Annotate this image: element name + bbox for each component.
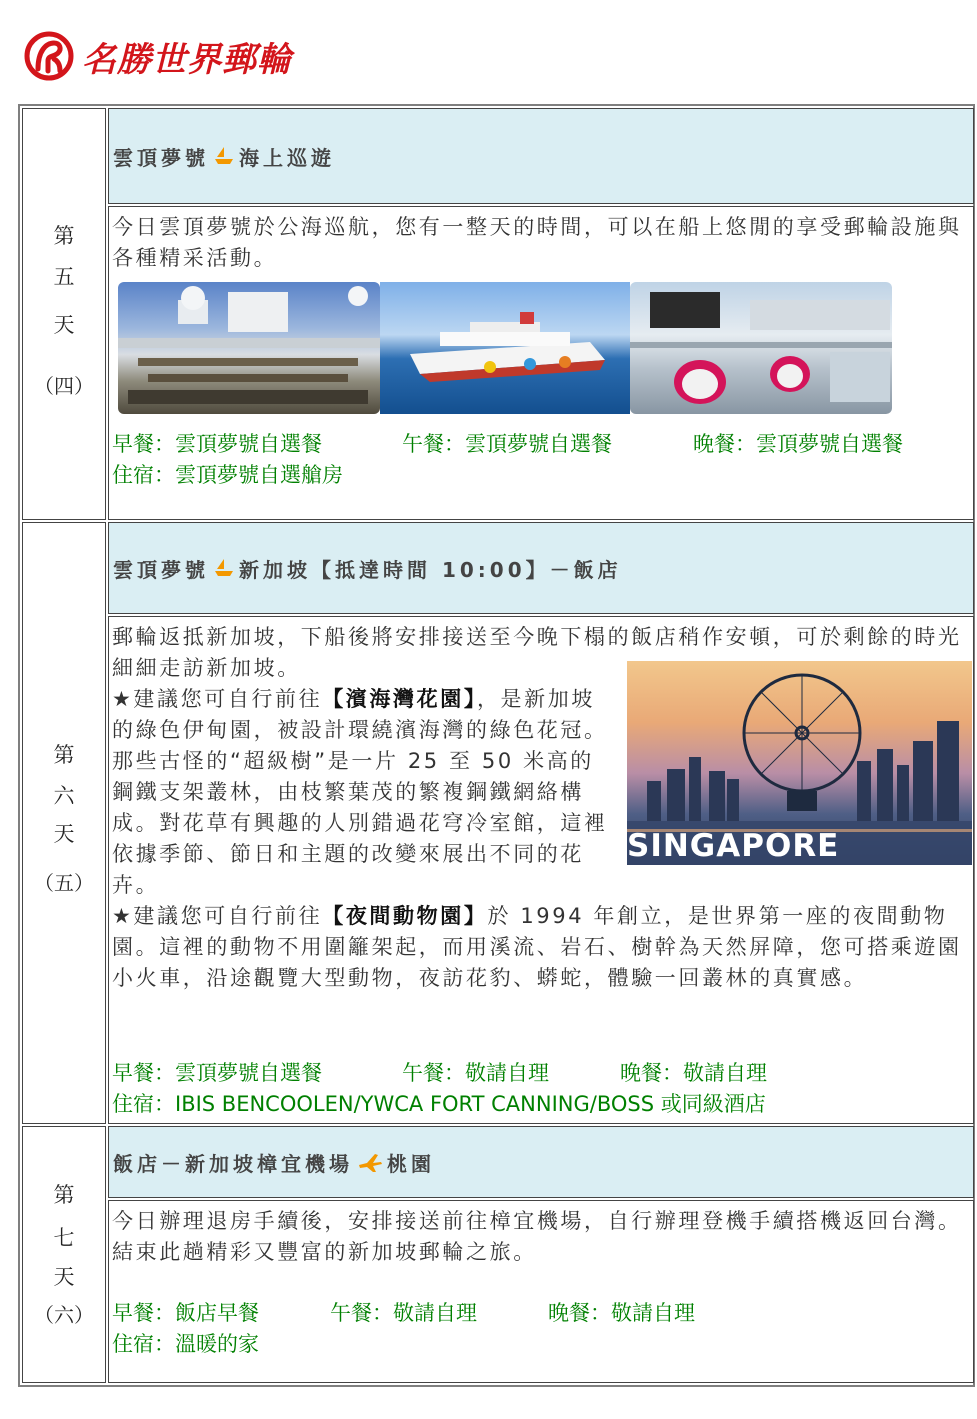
day-title-part1: 雲頂夢號 [113, 145, 209, 170]
day-title-part2: 海上巡遊 [239, 145, 335, 170]
day-label: 天 [53, 313, 75, 337]
recommendation-text: ，是新加坡的綠色伊甸園，被設計環繞濱海灣的綠色花冠。那些古怪的“超級樹”是一片 25 至 50 米高的鋼鐵支架叢林，由枝繁葉茂的繁複鋼鐵網絡構成。對花草有興趣的人別錯過花穹冷室館，這裡依據季節、節日和主題的改變來展出不同的花卉。 [112, 687, 608, 897]
meal-dinner: 晚餐：雲頂夢號自選餐 [693, 432, 903, 456]
singapore-skyline-photo [627, 661, 972, 865]
brand-logo [24, 26, 292, 86]
day-description: 今日雲頂夢號於公海巡航，您有一整天的時間，可以在船上悠閒的享受郵輪設施與各種精采活動。 [112, 215, 962, 270]
cruise-ship-photo [380, 282, 630, 414]
photo-caption: SINGAPORE [627, 828, 840, 864]
pool-deck-photo [630, 282, 892, 414]
meal-breakfast: 早餐：雲頂夢號自選餐 [112, 1061, 322, 1085]
recommendation-text: 於 1994 年創立，是世界第一座的夜間動物園。這裡的動物不用圍籬架起，而用溪流、岩石、樹幹為天然屏障，您可搭乘遊園小火車，沿途觀覽大型動物，夜訪花豹、蟒蛇，體驗一回叢林的真實感。 [112, 904, 962, 990]
day-description: 今日辦理退房手續後，安排接送前往樟宜機場，自行辦理登機手續搭機返回台灣。結束此趟精彩又豐富的新加坡郵輪之旅。 [112, 1209, 962, 1264]
lodging: 住宿：雲頂夢號自選艙房 [112, 463, 343, 487]
ship-icon [213, 145, 235, 167]
day-cell-5 [22, 108, 106, 520]
recommendation-highlight: 【濱海灣花園】 [322, 687, 477, 711]
day-intro: 郵輪返抵新加坡，下船後將安排接送至今晚下榻的飯店稍作安頓，可於剩餘的時光細細走訪新加坡。 [112, 625, 962, 680]
deck-lounge-photo [118, 282, 380, 414]
recommendation-highlight: 【夜間動物園】 [322, 904, 488, 928]
day-title-bar [108, 1126, 974, 1198]
recommendation-night-safari [112, 901, 970, 994]
lodging: 住宿：溫暖的家 [112, 1332, 259, 1356]
day-label: 五 [53, 265, 75, 289]
day-label: 第 [53, 1183, 75, 1207]
brand-logo-mark-icon [24, 31, 74, 81]
recommendation-gardens [112, 684, 610, 901]
meal-lunch: 午餐：敬請自理 [330, 1301, 477, 1325]
day-weekday: （六） [34, 1303, 94, 1327]
day-label: 六 [53, 784, 75, 808]
day-title-part2: 新加坡【抵達時間 10:00】－飯店 [239, 557, 622, 582]
meal-lunch: 午餐：雲頂夢號自選餐 [402, 432, 612, 456]
meal-breakfast: 早餐：飯店早餐 [112, 1301, 259, 1325]
day-title-bar [108, 108, 974, 204]
day-title-part2: 桃園 [387, 1151, 435, 1176]
meal-dinner: 晚餐：敬請自理 [548, 1301, 695, 1325]
airplane-icon [357, 1151, 383, 1173]
meal-breakfast: 早餐：雲頂夢號自選餐 [112, 432, 322, 456]
day-label: 第 [53, 224, 75, 248]
recommendation-prefix: ★建議您可自行前往 [112, 687, 323, 711]
day-weekday: （四） [34, 374, 94, 398]
lodging: 住宿：IBIS BENCOOLEN/YWCA FORT CANNING/BOSS 或同級酒店 [112, 1092, 766, 1116]
recommendation-prefix: ★建議您可自行前往 [112, 904, 323, 928]
day-weekday: （五） [34, 871, 94, 895]
meal-dinner: 晚餐：敬請自理 [620, 1061, 767, 1085]
day-label: 天 [53, 822, 75, 846]
day-title-part1: 飯店－新加坡樟宜機場 [113, 1151, 353, 1176]
day-cell-6 [22, 522, 106, 1124]
day-label: 七 [53, 1226, 75, 1250]
ship-icon [213, 557, 235, 579]
day-label: 第 [53, 743, 75, 767]
meal-lunch: 午餐：敬請自理 [402, 1061, 549, 1085]
day-title-bar [108, 522, 974, 614]
brand-logo-text: 名勝世界郵輪 [82, 39, 292, 80]
day-title-part1: 雲頂夢號 [113, 557, 209, 582]
day-label: 天 [53, 1265, 75, 1289]
day-cell-7 [22, 1126, 106, 1383]
